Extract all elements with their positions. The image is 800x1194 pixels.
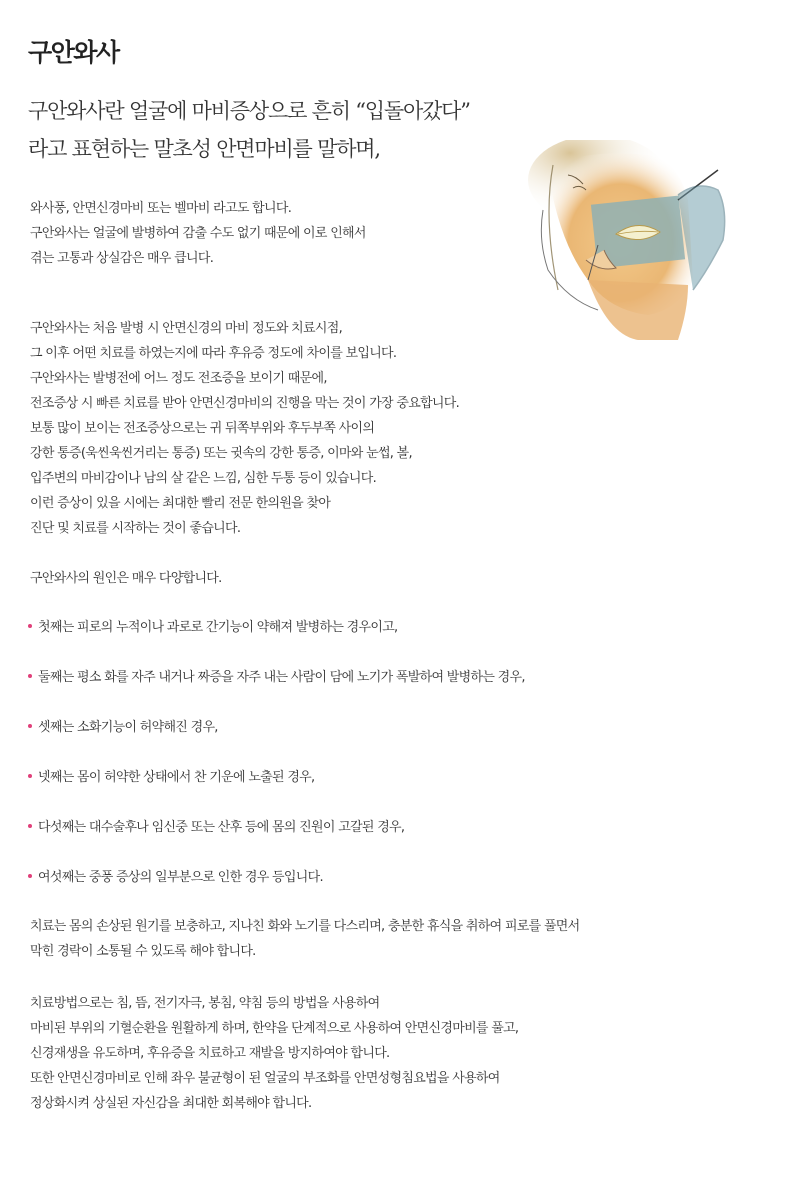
cause-text: 셋째는 소화기능이 허약해진 경우, xyxy=(38,720,218,735)
paragraph-line: 정상화시켜 상실된 자신감을 최대한 회복해야 합니다. xyxy=(30,1096,312,1111)
paragraph-line: 그 이후 어떤 치료를 하였는지에 따라 후유증 정도에 차이를 보입니다. xyxy=(30,346,397,361)
paragraph-line: 또한 안면신경마비로 인해 좌우 불균형이 된 얼굴의 부조화를 안면성형침요법을 사용하여 xyxy=(30,1071,500,1086)
paragraph-line: 구안와사는 얼굴에 발병하여 감출 수도 없기 때문에 이로 인해서 xyxy=(30,226,366,241)
pink-dot-icon xyxy=(28,674,32,678)
paragraph-line: 강한 통증(욱씬욱씬거리는 통증) 또는 귓속의 강한 통증, 이마와 눈썹, 볼, xyxy=(30,446,412,461)
symptoms-paragraph xyxy=(30,316,459,541)
paragraph-line: 구안와사는 처음 발병 시 안면신경의 마비 정도와 치료시점, xyxy=(30,321,343,336)
pink-dot-icon xyxy=(28,624,32,628)
paragraph-line: 와사풍, 안면신경마비 또는 벨마비 라고도 합니다. xyxy=(30,201,292,216)
list-item xyxy=(28,715,218,740)
cause-text: 여섯째는 중풍 증상의 일부분으로 인한 경우 등입니다. xyxy=(38,870,323,885)
paragraph-line: 마비된 부위의 기혈순환을 원활하게 하며, 한약을 단계적으로 사용하여 안면신경마비를 풀고, xyxy=(30,1021,519,1036)
paragraph-line: 구안와사는 발병전에 어느 정도 전조증을 보이기 때문에, xyxy=(30,371,327,386)
lead-line: 라고 표현하는 말초성 안면마비를 말하며, xyxy=(28,137,380,161)
cause-text: 넷째는 몸이 허약한 상태에서 찬 기운에 노출된 경우, xyxy=(38,770,315,785)
paragraph-line: 진단 및 치료를 시작하는 것이 좋습니다. xyxy=(30,521,241,536)
list-item xyxy=(28,665,525,690)
intro-paragraph xyxy=(30,196,366,271)
pink-dot-icon xyxy=(28,874,32,878)
paragraph-line: 신경재생을 유도하며, 후유증을 치료하고 재발을 방지하여야 합니다. xyxy=(30,1046,390,1061)
pink-dot-icon xyxy=(28,774,32,778)
lead-text xyxy=(28,92,470,168)
list-item xyxy=(28,815,404,840)
pink-dot-icon xyxy=(28,724,32,728)
paragraph-line: 입주변의 마비감이나 남의 살 같은 느낌, 심한 두통 등이 있습니다. xyxy=(30,471,377,486)
cause-text: 둘째는 평소 화를 자주 내거나 짜증을 자주 내는 사람이 담에 노기가 폭발하여 발병하는 경우, xyxy=(38,670,525,685)
page-title: 구안와사 xyxy=(28,38,119,67)
list-item xyxy=(28,615,397,640)
treatment-goal-paragraph xyxy=(30,914,580,964)
paragraph-line: 보통 많이 보이는 전조증상으로는 귀 뒤쪽부위와 후두부쪽 사이의 xyxy=(30,421,375,436)
paragraph-line: 치료방법으로는 침, 뜸, 전기자극, 봉침, 약침 등의 방법을 사용하여 xyxy=(30,996,380,1011)
list-item xyxy=(28,865,323,890)
list-item xyxy=(28,765,314,790)
paragraph-line: 이런 증상이 있을 시에는 최대한 빨리 전문 한의원을 찾아 xyxy=(30,496,331,511)
paragraph-line: 치료는 몸의 손상된 원기를 보충하고, 지나친 화와 노기를 다스리며, 충분한 휴식을 취하여 피로를 풀면서 xyxy=(30,919,580,934)
causes-heading xyxy=(30,566,222,591)
paragraph-line: 구안와사의 원인은 매우 다양합니다. xyxy=(30,571,222,586)
face-paralysis-illustration xyxy=(528,140,728,340)
lead-line: 구안와사란 얼굴에 마비증상으로 흔히 “입돌아갔다” xyxy=(28,99,470,123)
cause-text: 첫째는 피로의 누적이나 과로로 간기능이 약해져 발병하는 경우이고, xyxy=(38,620,398,635)
pink-dot-icon xyxy=(28,824,32,828)
treatment-methods-paragraph xyxy=(30,991,518,1116)
paragraph-line: 겪는 고통과 상실감은 매우 큽니다. xyxy=(30,251,214,266)
paragraph-line: 막힌 경락이 소통될 수 있도록 해야 합니다. xyxy=(30,944,256,959)
cause-text: 다섯째는 대수술후나 임신중 또는 산후 등에 몸의 진원이 고갈된 경우, xyxy=(38,820,405,835)
paragraph-line: 전조증상 시 빠른 치료를 받아 안면신경마비의 진행을 막는 것이 가장 중요합니다. xyxy=(30,396,460,411)
